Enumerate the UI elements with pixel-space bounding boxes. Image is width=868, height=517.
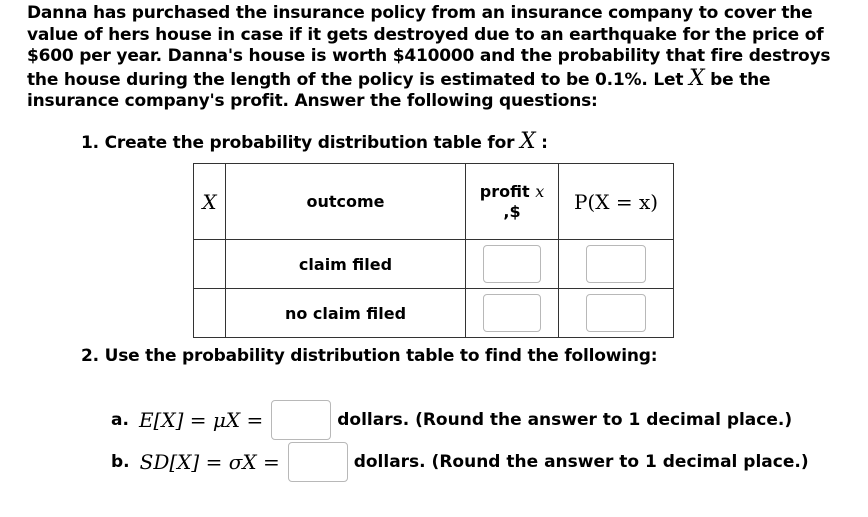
profit-claim-filed-input[interactable] xyxy=(483,245,541,283)
intro-text-part2: be the insurance company's profit. Answer the following questions: xyxy=(27,69,771,112)
part-a-suffix: dollars. (Round the answer to 1 decimal place.) xyxy=(337,410,793,430)
intro-text-part1: Danna has purchased the insurance policy from an insurance company to cover the value of hers house in case if it gets destroyed due to an earthquake for the price of $600 per year. Danna's house is worth $410000 and the probability that fire destroys the house during the length of the policy is estimated to be 0.1%. Let xyxy=(27,3,831,90)
header-profit-label xyxy=(466,182,558,202)
header-profit-unit: ,$ xyxy=(503,201,521,221)
outcome-claim-filed: claim filed xyxy=(298,254,393,274)
question-1-prefix: 1. Create the probability distribution table for xyxy=(81,133,520,153)
question-1 xyxy=(81,129,548,154)
header-outcome xyxy=(226,164,466,240)
standard-deviation-expression: SD[X] = σX = xyxy=(139,450,280,474)
problem-statement xyxy=(27,3,857,113)
expected-value-expression: E[X] = μX = xyxy=(138,408,264,432)
table-header-row xyxy=(194,164,674,240)
question-2: 2. Use the probability distribution table to find the following: xyxy=(81,346,658,366)
probability-claim-filed-input[interactable] xyxy=(586,245,646,283)
header-probability xyxy=(559,164,674,240)
outcome-no-claim-filed: no claim filed xyxy=(284,303,407,323)
row-outcome-cell xyxy=(226,240,466,289)
header-x xyxy=(194,164,226,240)
header-outcome-label: outcome xyxy=(306,192,385,211)
intro-variable-x: X xyxy=(688,65,705,91)
row-probability-cell xyxy=(559,240,674,289)
header-profit-variable: x xyxy=(535,181,545,201)
part-b-suffix: dollars. (Round the answer to 1 decimal place.) xyxy=(353,452,809,472)
question-1-variable: X xyxy=(519,129,536,154)
part-a-letter: a. xyxy=(111,410,129,430)
probability-no-claim-filed-input[interactable] xyxy=(586,294,646,332)
question-1-suffix: : xyxy=(535,133,548,153)
header-x-label: X xyxy=(202,189,217,214)
row-profit-cell xyxy=(466,289,559,338)
row-profit-cell xyxy=(466,240,559,289)
answer-line-b xyxy=(111,442,809,482)
row-outcome-cell xyxy=(226,289,466,338)
expected-value-input[interactable] xyxy=(271,400,331,440)
probability-distribution-table xyxy=(193,163,674,338)
row-x-cell xyxy=(194,289,226,338)
header-profit xyxy=(466,164,559,240)
answer-line-a xyxy=(111,400,792,440)
standard-deviation-input[interactable] xyxy=(288,442,348,482)
part-b-letter: b. xyxy=(111,452,130,472)
table-row xyxy=(194,240,674,289)
row-probability-cell xyxy=(559,289,674,338)
row-x-cell xyxy=(194,240,226,289)
table-row xyxy=(194,289,674,338)
profit-no-claim-filed-input[interactable] xyxy=(483,294,541,332)
header-probability-label: P(X = x) xyxy=(573,189,659,214)
header-profit-text: profit xyxy=(479,181,536,201)
